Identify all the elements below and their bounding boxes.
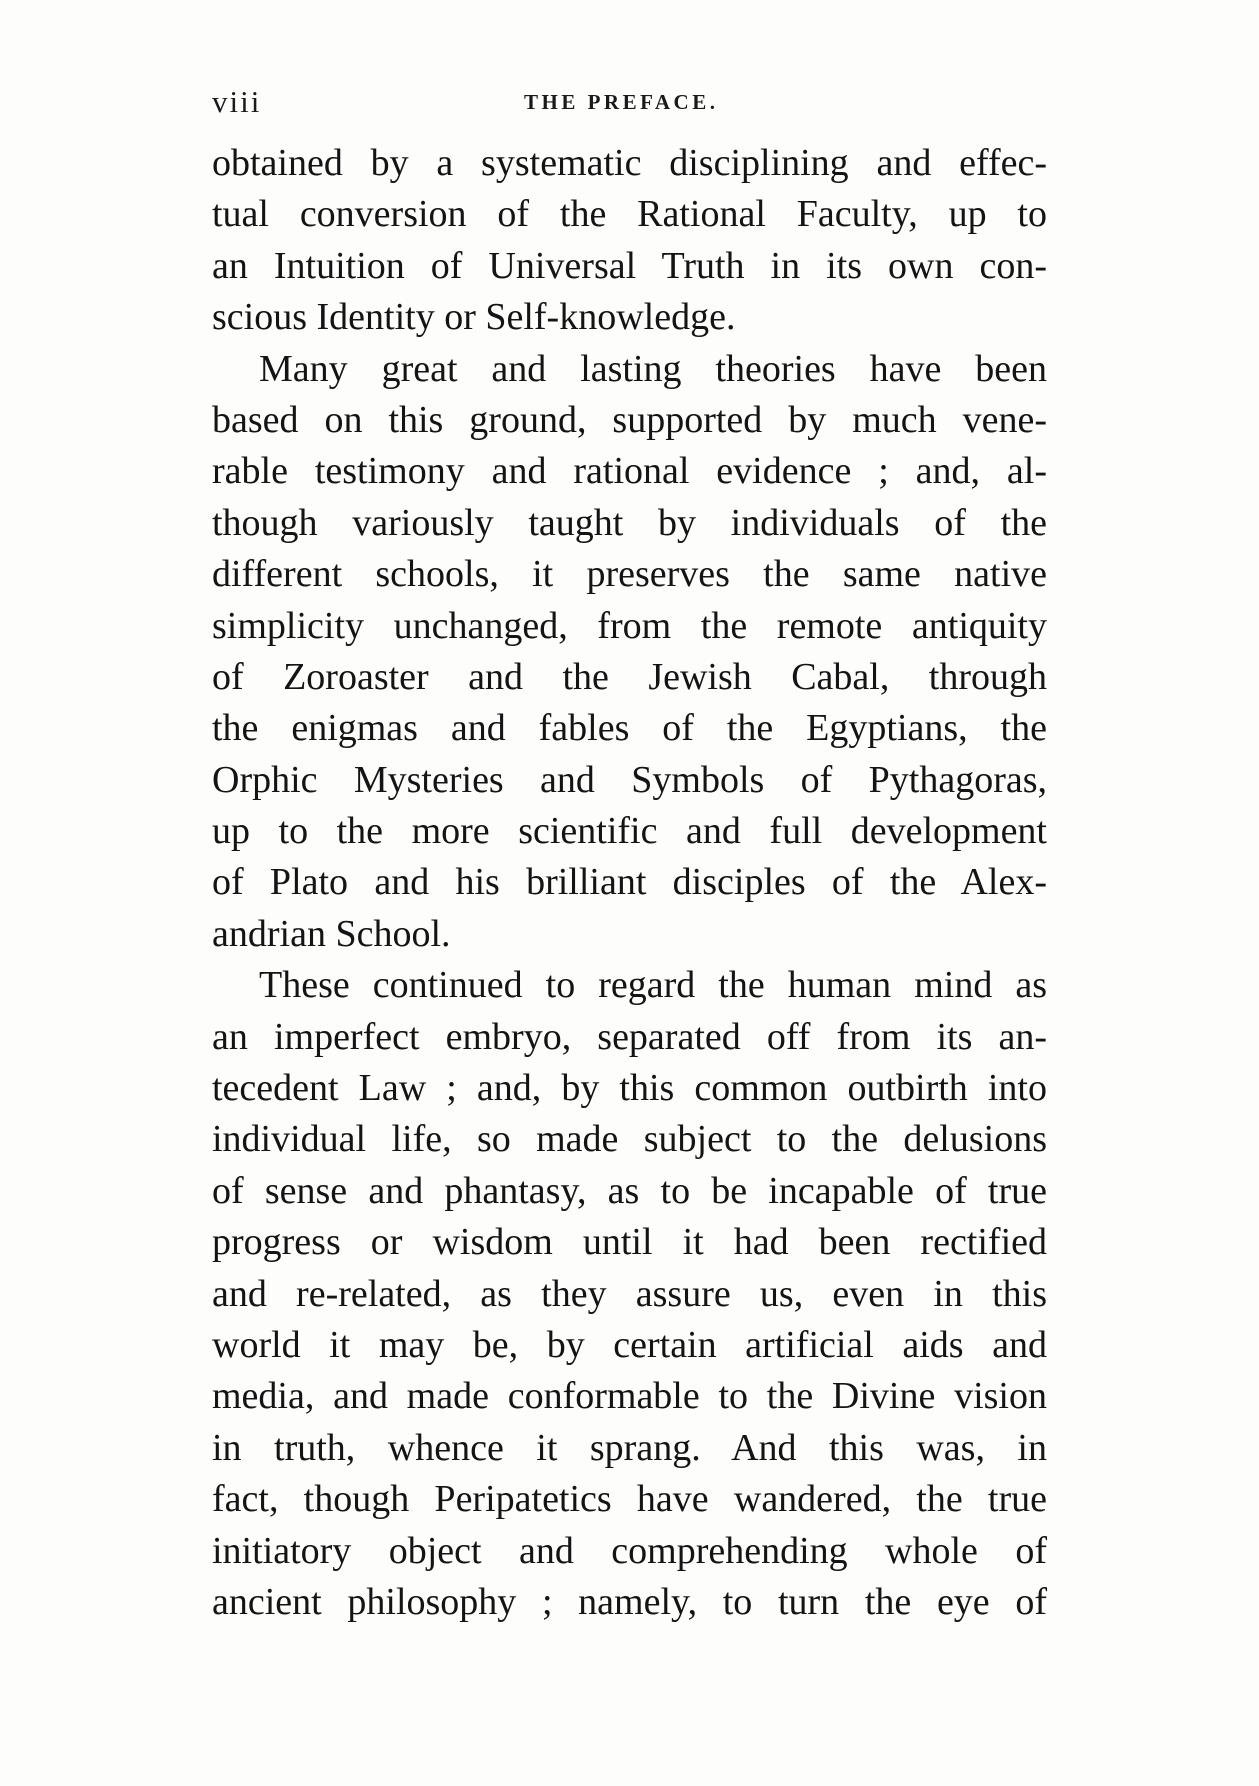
text-line: progress or wisdom until it had been rectified — [212, 1221, 1047, 1264]
paragraph-first-line: Many great and lasting theories have been — [259, 347, 1047, 390]
paragraph-first-line: These continued to regard the human mind as — [259, 964, 1047, 1007]
text-line: Orphic Mysteries and Symbols of Pythagoras, — [212, 758, 1047, 801]
text-line: scious Identity or Self-knowledge. — [212, 296, 736, 339]
text-line: world it may be, by certain artificial aids and — [212, 1323, 1047, 1366]
text-line: an Intuition of Universal Truth in its own con- — [212, 244, 1047, 287]
text-line: up to the more scientific and full development — [212, 810, 1047, 853]
text-line: tual conversion of the Rational Faculty, up to — [212, 193, 1047, 236]
text-line: in truth, whence it sprang. And this was, in — [212, 1426, 1047, 1469]
text-line: the enigmas and fables of the Egyptians, the — [212, 707, 1047, 750]
text-line: of Plato and his brilliant disciples of the Alex- — [212, 861, 1047, 904]
text-line: an imperfect embryo, separated off from its an- — [212, 1015, 1047, 1058]
text-line: simplicity unchanged, from the remote antiquity — [212, 604, 1047, 647]
text-line: rable testimony and rational evidence ; and, al- — [212, 450, 1047, 493]
page-number: viii — [212, 84, 262, 119]
text-line: media, and made conformable to the Divine vision — [212, 1375, 1047, 1418]
running-head — [212, 84, 1047, 124]
text-line: though variously taught by individuals of the — [212, 501, 1047, 544]
text-line: based on this ground, supported by much vene- — [212, 398, 1047, 441]
text-line: of Zoroaster and the Jewish Cabal, through — [212, 655, 1047, 698]
text-line: ancient philosophy ; namely, to turn the eye of — [212, 1580, 1047, 1623]
body-text — [212, 138, 1047, 1628]
text-line: different schools, it preserves the same native — [212, 553, 1047, 596]
text-line: and re-related, as they assure us, even in this — [212, 1272, 1047, 1315]
text-line: tecedent Law ; and, by this common outbirth into — [212, 1067, 1047, 1110]
running-title: THE PREFACE. — [524, 90, 719, 114]
text-line: individual life, so made subject to the delusions — [212, 1118, 1047, 1161]
text-line: initiatory object and comprehending whole of — [212, 1529, 1047, 1572]
text-line: fact, though Peripatetics have wandered, the true — [212, 1478, 1047, 1521]
text-line: andrian School. — [212, 912, 451, 955]
text-line: of sense and phantasy, as to be incapable of true — [212, 1169, 1047, 1212]
text-line: obtained by a systematic disciplining and effec- — [212, 142, 1047, 184]
